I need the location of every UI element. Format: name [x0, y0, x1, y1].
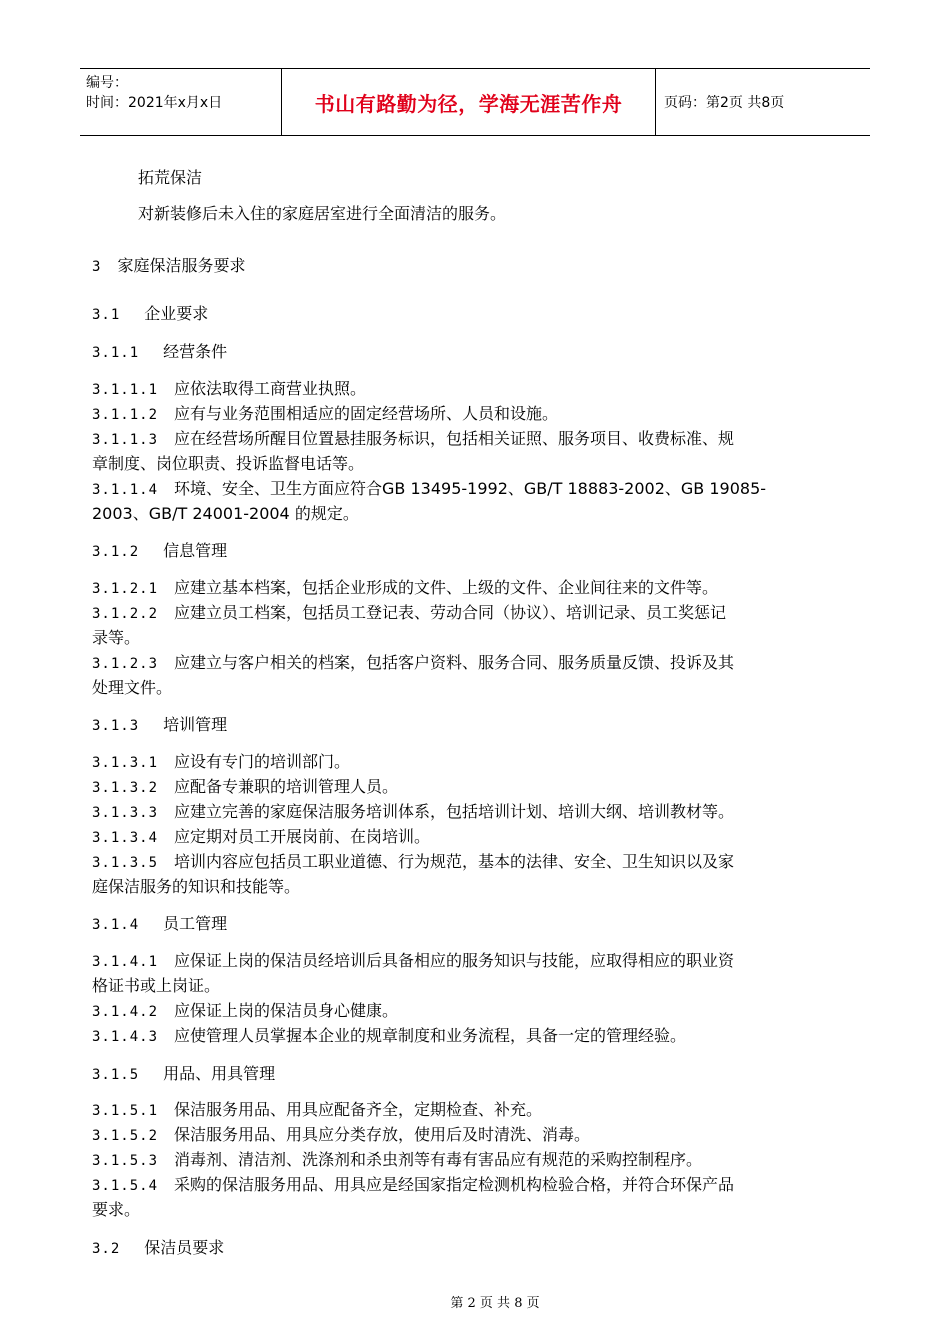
page-footer: 第 2 页 共 8 页: [450, 1296, 540, 1311]
page-header: [80, 68, 870, 136]
clause-text: 应建立基本档案，包括企业形成的文件、上级的文件、企业间往来的文件等。: [174, 578, 719, 597]
clause-continuation: 章制度、岗位职责、投诉监督电话等。: [92, 454, 365, 473]
clause-text: 培训内容应包括员工职业道德、行为规范，基本的法律、安全、卫生知识以及家: [174, 852, 735, 871]
section-title: 经营条件: [163, 342, 228, 361]
clause: [92, 402, 852, 427]
clause: [92, 850, 852, 875]
clause-number: 3.1.5.1: [92, 1103, 159, 1119]
clause-number: 3.1.3.2: [92, 780, 159, 796]
clause-text: 保洁服务用品、用具应分类存放，使用后及时清洗、消毒。: [174, 1125, 591, 1144]
clause-text: 应保证上岗的保洁员身心健康。: [174, 1001, 399, 1020]
clause: [92, 427, 852, 452]
clause-continuation: 要求。: [92, 1200, 141, 1219]
clause-number: 3.1.5.2: [92, 1128, 159, 1144]
clause-number: 3.1.1.4: [92, 482, 159, 498]
section-number: 3.1.5: [92, 1067, 140, 1083]
clause-text: 保洁服务用品、用具应配备齐全，定期检查、补充。: [174, 1100, 543, 1119]
section-number: 3.2: [92, 1241, 121, 1257]
clause: [92, 1024, 852, 1049]
clause: [92, 477, 852, 502]
clause-text: 环境、安全、卫生方面应符合GB 13495-1992、GB/T 18883-2002、GB 19085-: [174, 479, 767, 498]
section-title: 企业要求: [144, 304, 209, 323]
clause-text: 应有与业务范围相适应的固定经营场所、人员和设施。: [174, 404, 559, 423]
clause: [92, 651, 852, 676]
section-heading: [92, 713, 852, 738]
clause-number: 3.1.2.2: [92, 606, 159, 622]
clause-number: 3.1.4.2: [92, 1004, 159, 1020]
clause-number: 3.1.5.3: [92, 1153, 159, 1169]
clause-continuation: 庭保洁服务的知识和技能等。: [92, 877, 301, 896]
clause: [92, 750, 852, 775]
clause: [92, 949, 852, 974]
section-number: 3: [92, 259, 102, 275]
clause-continuation: 2003、GB/T 24001-2004 的规定。: [92, 504, 359, 523]
section-number: 3.1.3: [92, 718, 140, 734]
clause-number: 3.1.3.4: [92, 830, 159, 846]
clause: [92, 1123, 852, 1148]
section-title: 用品、用具管理: [163, 1064, 276, 1083]
section-title: 信息管理: [163, 541, 228, 560]
clause: [92, 1173, 852, 1198]
clause: [92, 377, 852, 402]
clause-text: 应设有专门的培训部门。: [174, 752, 351, 771]
clause-number: 3.1.2.1: [92, 581, 159, 597]
clause-number: 3.1.5.4: [92, 1178, 159, 1194]
clause-number: 3.1.1.1: [92, 382, 159, 398]
header-page-info: 页码：第2页 共8页: [664, 95, 785, 111]
section-title: 员工管理: [163, 914, 228, 933]
section-heading: [92, 539, 852, 564]
subsection-heading: 拓荒保洁: [138, 168, 203, 187]
section-heading: [92, 340, 852, 365]
section-heading: [92, 1062, 852, 1087]
paragraph: 对新装修后未入住的家庭居室进行全面清洁的服务。: [138, 204, 507, 223]
clause-number: 3.1.2.3: [92, 656, 159, 672]
clause-text: 应定期对员工开展岗前、在岗培训。: [174, 827, 431, 846]
clause-number: 3.1.3.3: [92, 805, 159, 821]
section-number: 3.1.4: [92, 917, 140, 933]
clause-continuation: 录等。: [92, 628, 141, 647]
clause: [92, 1098, 852, 1123]
header-meta: [80, 69, 282, 135]
clause: [92, 825, 852, 850]
clause-text: 消毒剂、清洁剂、洗涤剂和杀虫剂等有毒有害品应有规范的采购控制程序。: [174, 1150, 703, 1169]
clause: [92, 999, 852, 1024]
clause: [92, 800, 852, 825]
clause-text: 采购的保洁服务用品、用具应是经国家指定检测机构检验合格，并符合环保产品: [174, 1175, 735, 1194]
section-heading: [92, 912, 852, 937]
section-heading: [92, 1236, 852, 1261]
section-title: 家庭保洁服务要求: [117, 256, 246, 275]
section-title: 培训管理: [163, 715, 228, 734]
clause-text: 应保证上岗的保洁员经培训后具备相应的服务知识与技能，应取得相应的职业资: [174, 951, 735, 970]
clause: [92, 1148, 852, 1173]
clause-text: 应依法取得工商营业执照。: [174, 379, 367, 398]
clause-text: 应建立完善的家庭保洁服务培训体系，包括培训计划、培训大纲、培训教材等。: [174, 802, 735, 821]
section-heading: [92, 254, 852, 279]
clause-text: 应建立与客户相关的档案，包括客户资料、服务合同、服务质量反馈、投诉及其: [174, 653, 735, 672]
clause: [92, 601, 852, 626]
section-number: 3.1.2: [92, 544, 140, 560]
clause-text: 应配备专兼职的培训管理人员。: [174, 777, 399, 796]
section-number: 3.1.1: [92, 345, 140, 361]
clause-number: 3.1.3.1: [92, 755, 159, 771]
header-motto: 书山有路勤为径，学海无涯苦作舟: [282, 69, 656, 135]
document-number-label: 编号：: [86, 75, 128, 91]
document-date-label: 时间：2021年x月x日: [86, 95, 223, 111]
clause-continuation: 格证书或上岗证。: [92, 976, 221, 995]
section-heading: [92, 302, 852, 327]
section-title: 保洁员要求: [144, 1238, 225, 1257]
clause-number: 3.1.1.2: [92, 407, 159, 423]
clause-continuation: 处理文件。: [92, 678, 173, 697]
clause-text: 应在经营场所醒目位置悬挂服务标识，包括相关证照、服务项目、收费标准、规: [174, 429, 735, 448]
clause: [92, 775, 852, 800]
clause-number: 3.1.4.1: [92, 954, 159, 970]
clause-number: 3.1.1.3: [92, 432, 159, 448]
clause-number: 3.1.4.3: [92, 1029, 159, 1045]
clause-text: 应建立员工档案，包括员工登记表、劳动合同（协议）、培训记录、员工奖惩记: [174, 603, 727, 622]
clause-text: 应使管理人员掌握本企业的规章制度和业务流程，具备一定的管理经验。: [174, 1026, 687, 1045]
clause: [92, 576, 852, 601]
section-number: 3.1: [92, 307, 121, 323]
clause-number: 3.1.3.5: [92, 855, 159, 871]
